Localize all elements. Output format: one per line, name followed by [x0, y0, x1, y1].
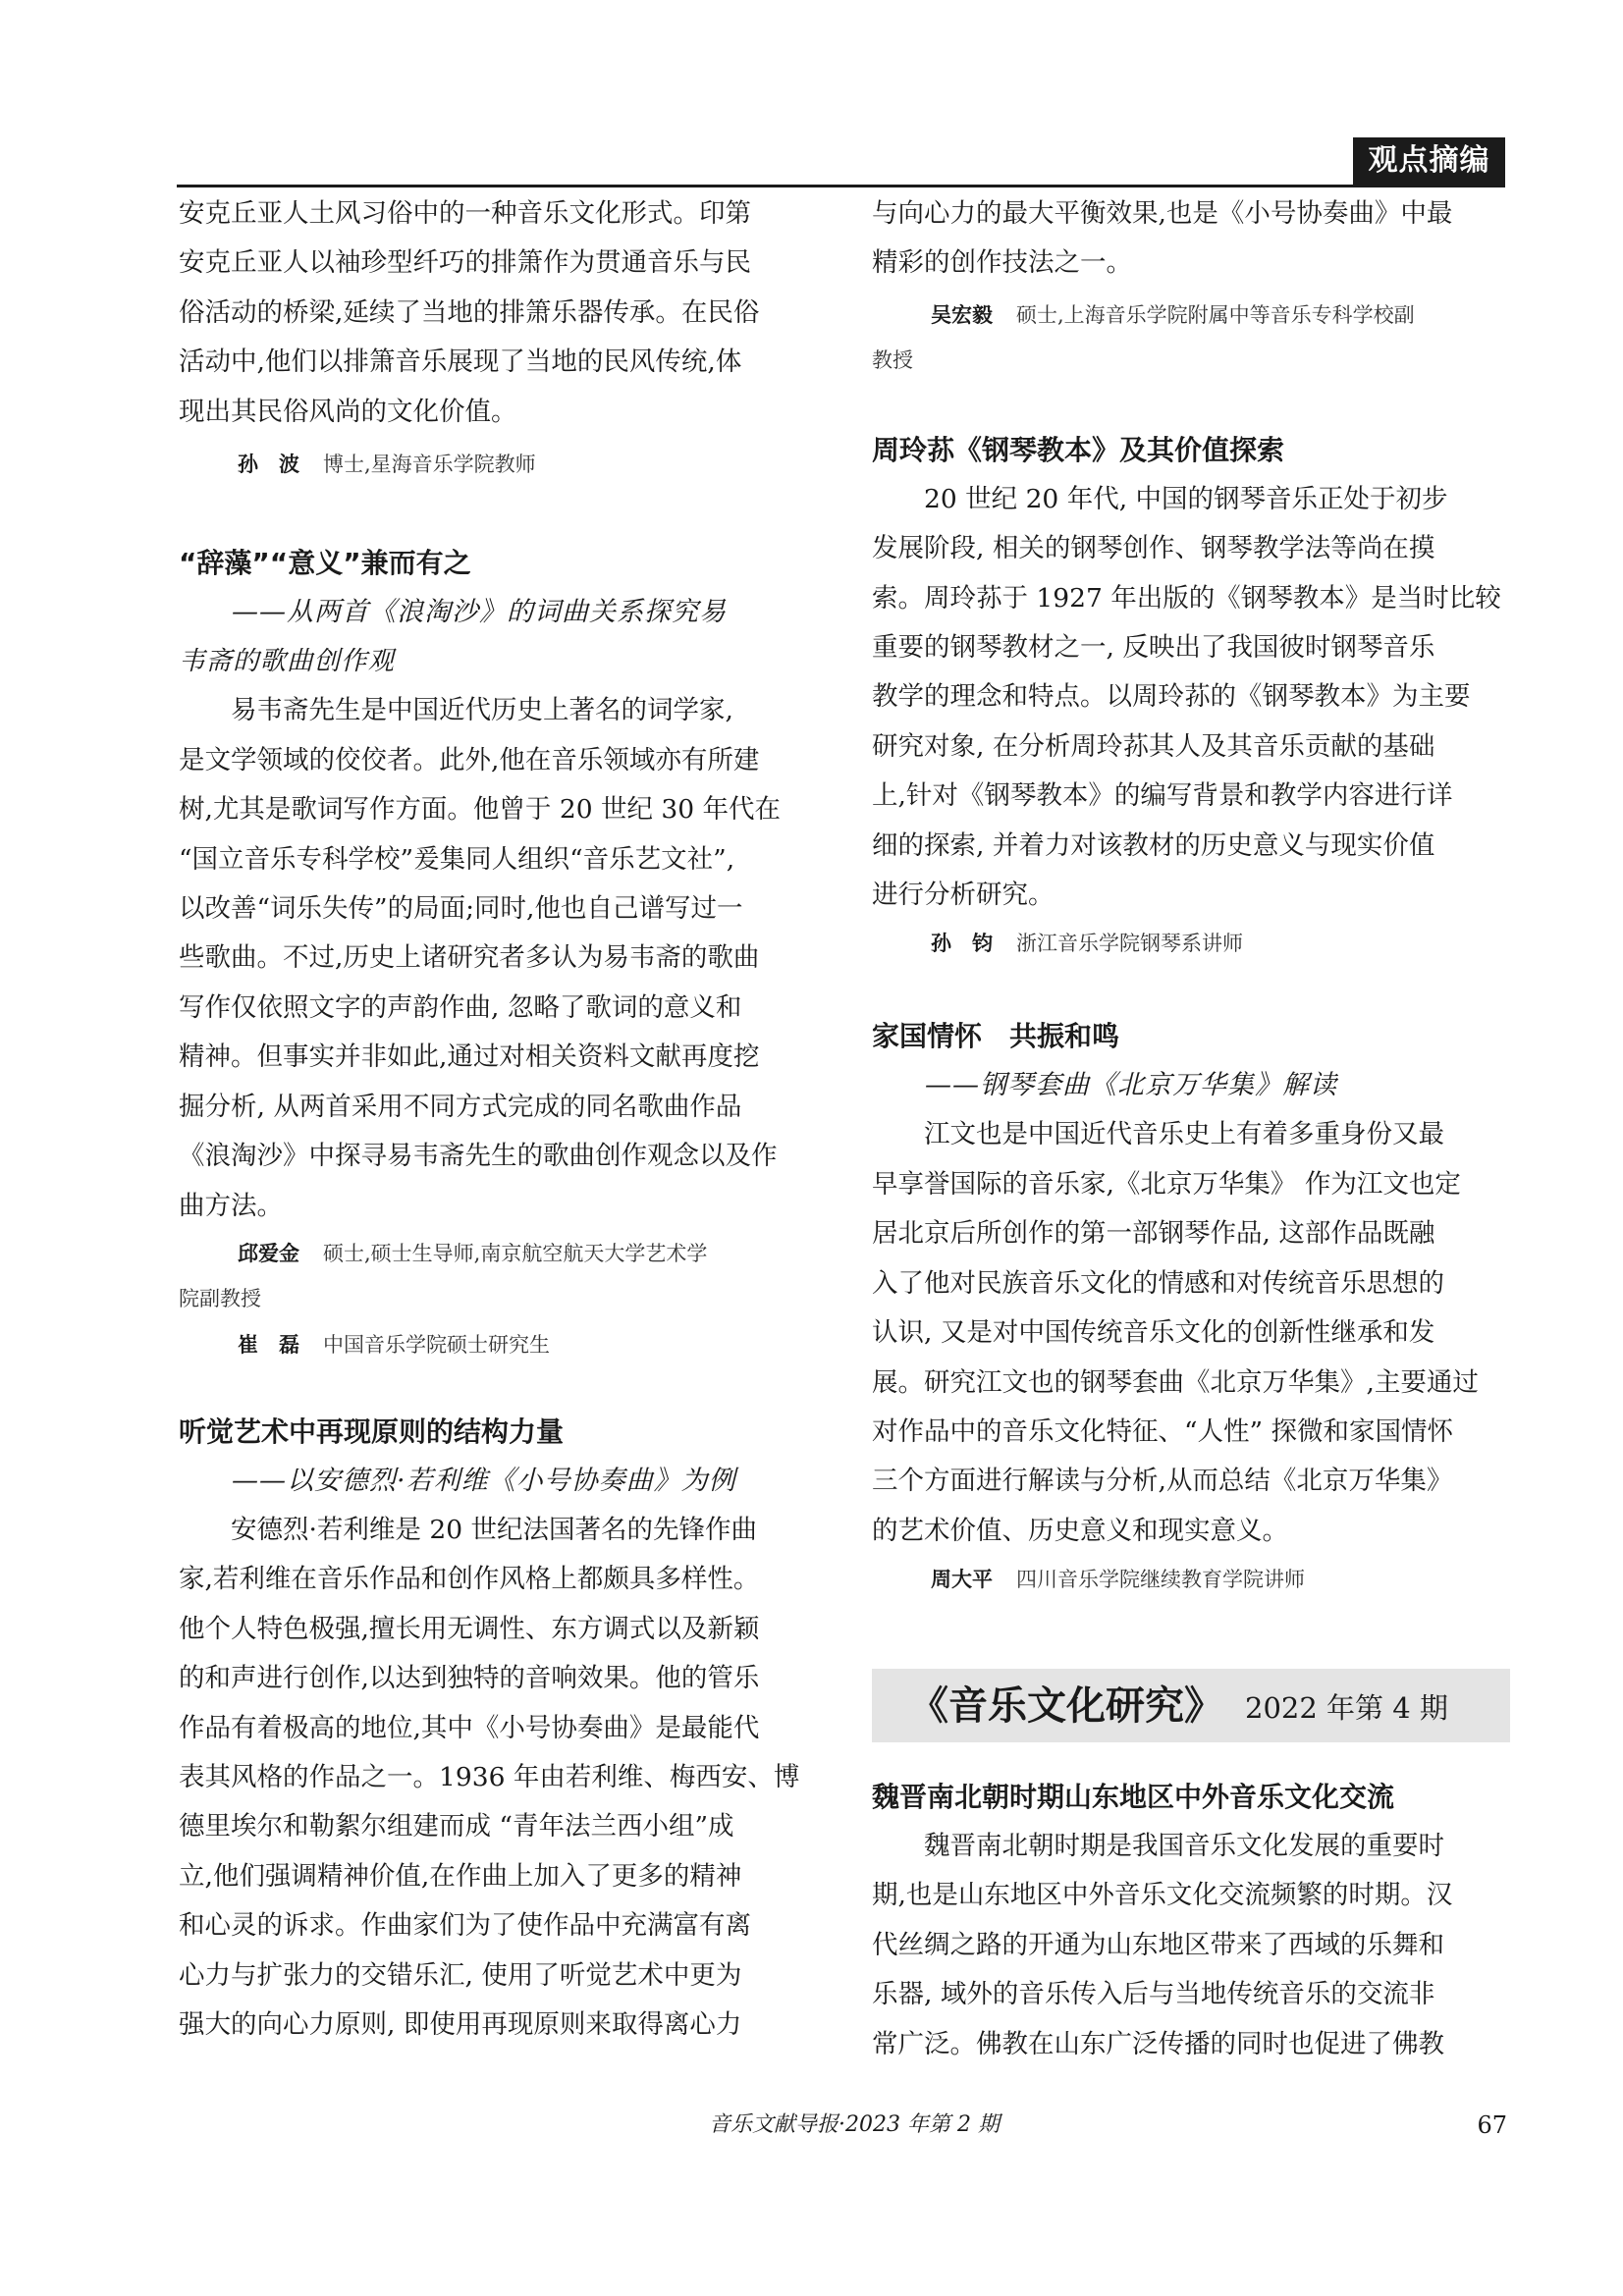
text-line: 魏晋南北朝时期是我国音乐文化发展的重要时: [924, 1831, 1444, 1861]
text-line: 《浪淘沙》中探寻易韦斋先生的歌曲创作观念以及作: [179, 1141, 778, 1172]
author-title-continued: 教授: [872, 347, 913, 372]
top-rule: [177, 185, 1505, 187]
author-title-continued: 院副教授: [179, 1286, 261, 1310]
text-line: 安德烈·若利维是 20 世纪法国著名的先锋作曲: [231, 1514, 757, 1545]
text-line: 作品有着极高的地位,其中《小号协奏曲》是最能代: [179, 1712, 760, 1743]
text-line: 易韦斋先生是中国近代历史上著名的词学家,: [231, 695, 733, 726]
text-line: 以改善“词乐失传”的局面;同时,他也自己谱写过一: [179, 893, 743, 925]
section-tag: 观点摘编: [1353, 137, 1505, 185]
text-line: 索。周玲荪于 1927 年出版的《钢琴教本》是当时比较: [872, 582, 1501, 614]
author-line: [179, 441, 812, 488]
text-line: 精神。但事实并非如此,通过对相关资料文献再度挖: [179, 1041, 760, 1073]
author-name: 孙 波: [238, 453, 299, 477]
text-line: 他个人特色极强,擅长用无调性、东方调式以及新颖: [179, 1613, 760, 1644]
text-line: 展。研究江文也的钢琴套曲《北京万华集》,主要通过: [872, 1366, 1479, 1398]
text-line: 些歌曲。不过,历史上诸研究者多认为易韦斋的歌曲: [179, 942, 760, 974]
banner-journal-name: 《音乐文化研究》: [909, 1683, 1223, 1729]
text-line: 的和声进行创作,以达到独特的音响效果。他的管乐: [179, 1663, 760, 1694]
author-name: 周大平: [931, 1568, 993, 1592]
text-line: 认识, 又是对中国传统音乐文化的创新性继承和发: [872, 1317, 1435, 1349]
article-body: [179, 686, 812, 1230]
author-line: [179, 1231, 812, 1276]
journal-banner: [872, 1669, 1510, 1742]
text-line: 代丝绸之路的开通为山东地区带来了西域的乐舞和: [872, 1929, 1444, 1960]
author-title: 硕士,上海音乐学院附属中等音乐专科学校副: [1016, 302, 1415, 327]
article-body: [872, 1822, 1505, 2069]
author-name: 吴宏毅: [931, 302, 993, 327]
article-title: “辞藻”“意义”兼而有之: [179, 547, 471, 580]
text-line: 立,他们强调精神价值,在作曲上加入了更多的精神: [179, 1860, 742, 1892]
text-line: 进行分析研究。: [872, 880, 1055, 911]
author-line: [872, 1556, 1505, 1603]
intro-paragraph: [179, 189, 812, 437]
text-line: 表其风格的作品之一。1936 年由若利维、梅西安、博: [179, 1761, 800, 1792]
article-title: 魏晋南北朝时期山东地区中外音乐文化交流: [872, 1781, 1395, 1813]
text-line: 现出其民俗风尚的文化价值。: [179, 396, 517, 427]
author-name: 孙 钧: [931, 932, 993, 956]
author-line: [179, 1321, 812, 1368]
article-subtitle: 韦斋的歌曲创作观: [179, 646, 395, 677]
banner-issue: 2022 年第 4 期: [1245, 1691, 1448, 1725]
article-title: 周玲荪《钢琴教本》及其价值探索: [872, 433, 1285, 466]
text-line: 细的探索, 并着力对该教材的历史意义与现实价值: [872, 829, 1435, 861]
right-column-lower: [872, 1773, 1505, 2069]
page-number: 67: [1477, 2111, 1507, 2139]
author-title: 浙江音乐学院钢琴系讲师: [1016, 932, 1243, 956]
author-line: [872, 920, 1505, 967]
author-title: 中国音乐学院硕士研究生: [323, 1332, 550, 1357]
text-line: 精彩的创作技法之一。: [872, 247, 1132, 279]
text-line: 江文也是中国近代音乐史上有着多重身份又最: [924, 1119, 1444, 1150]
text-line: 研究对象, 在分析周玲荪其人及其音乐贡献的基础: [872, 730, 1435, 762]
text-line: 曲方法。: [179, 1190, 283, 1221]
text-line: 期,也是山东地区中外音乐文化交流频繁的时期。汉: [872, 1880, 1453, 1911]
text-line: 安克丘亚人土风习俗中的一种音乐文化形式。印第: [179, 198, 751, 229]
text-line: 强大的向心力原则, 即使用再现原则来取得离心力: [179, 2008, 742, 2040]
article-body: [872, 1110, 1505, 1556]
text-line: 俗活动的桥梁,延续了当地的排箫乐器传承。在民俗: [179, 296, 760, 328]
text-line: 家,若利维在音乐作品和创作风格上都颇具多样性。: [179, 1564, 760, 1595]
text-line: 是文学领域的佼佼者。此外,他在音乐领域亦有所建: [179, 744, 760, 775]
text-line: 乐器, 域外的音乐传入后与当地传统音乐的交流非: [872, 1979, 1435, 2010]
text-line: 的艺术价值、历史意义和现实意义。: [872, 1515, 1288, 1546]
author-line: [872, 293, 1505, 338]
text-line: 上,针对《钢琴教本》的编写背景和教学内容进行详: [872, 780, 1453, 812]
text-line: 心力与扩张力的交错乐汇, 使用了听觉艺术中更为: [179, 1959, 742, 1991]
text-line: 发展阶段, 相关的钢琴创作、钢琴教学法等尚在摸: [872, 533, 1435, 564]
article-subtitle: ——从两首《浪淘沙》的词曲关系探究易: [232, 597, 727, 628]
text-line: 居北京后所创作的第一部钢琴作品, 这部作品既融: [872, 1218, 1435, 1250]
text-line: 和心灵的诉求。作曲家们为了使作品中充满富有离: [179, 1910, 751, 1942]
article-title: 听觉艺术中再现原则的结构力量: [179, 1415, 565, 1448]
author-title: 硕士,硕士生导师,南京航空航天大学艺术学: [323, 1241, 708, 1265]
text-line: 德里埃尔和勒絮尔组建而成 “青年法兰西小组”成: [179, 1811, 734, 1842]
author-name: 邱爱金: [238, 1241, 299, 1265]
article-title: 家国情怀 共振和鸣: [872, 1020, 1120, 1053]
author-title: 四川音乐学院继续教育学院讲师: [1016, 1568, 1305, 1592]
text-line: 入了他对民族音乐文化的情感和对传统音乐思想的: [872, 1267, 1444, 1299]
text-line: 写作仅依照文字的声韵作曲, 忽略了歌词的意义和: [179, 991, 742, 1023]
left-column: [179, 189, 812, 2050]
article-subtitle: ——以安德烈·若利维《小号协奏曲》为例: [232, 1465, 736, 1496]
footer-journal: 音乐文献导报·2023 年第 2 期: [709, 2112, 1000, 2137]
text-line: 活动中,他们以排箫音乐展现了当地的民风传统,体: [179, 347, 742, 378]
text-line: “国立音乐专科学校”爰集同人组织“音乐艺文社”,: [179, 843, 735, 875]
text-line: 三个方面进行解读与分析,从而总结《北京万华集》: [872, 1466, 1453, 1497]
article-subtitle: ——钢琴套曲《北京万华集》解读: [925, 1070, 1337, 1101]
text-line: 安克丘亚人以袖珍型纤巧的排箫作为贯通音乐与民: [179, 247, 751, 279]
text-line: 常广泛。佛教在山东广泛传播的同时也促进了佛教: [872, 2028, 1444, 2059]
text-line: 对作品中的音乐文化特征、“人性” 探微和家国情怀: [872, 1415, 1454, 1447]
text-line: 重要的钢琴教材之一, 反映出了我国彼时钢琴音乐: [872, 632, 1435, 664]
article-body: [872, 475, 1505, 921]
article-body: [179, 1506, 812, 2050]
continued-paragraph: [872, 189, 1505, 289]
text-line: 早享誉国际的音乐家,《北京万华集》 作为江文也定: [872, 1168, 1461, 1200]
author-name: 崔 磊: [238, 1332, 299, 1357]
text-line: 教学的理念和特点。以周玲荪的《钢琴教本》为主要: [872, 681, 1471, 713]
text-line: 树,尤其是歌词写作方面。他曾于 20 世纪 30 年代在: [179, 794, 782, 826]
text-line: 掘分析, 从两首采用不同方式完成的同名歌曲作品: [179, 1091, 742, 1122]
right-column: [872, 189, 1505, 1603]
text-line: 与向心力的最大平衡效果,也是《小号协奏曲》中最: [872, 198, 1453, 229]
text-line: 20 世纪 20 年代, 中国的钢琴音乐正处于初步: [924, 483, 1448, 514]
author-title: 博士,星海音乐学院教师: [323, 453, 536, 477]
